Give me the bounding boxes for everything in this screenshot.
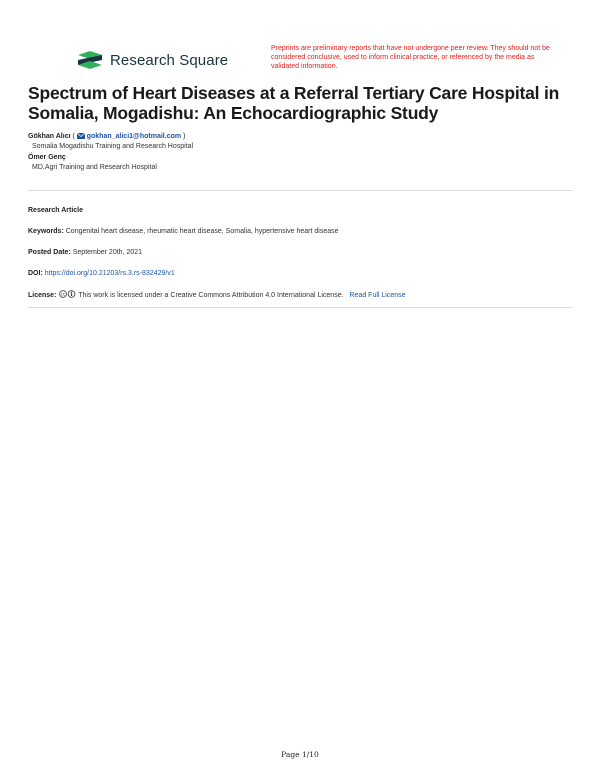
divider — [28, 307, 573, 308]
posted-label: Posted Date: — [28, 249, 71, 256]
posted-date-row — [28, 248, 573, 257]
article-type: Research Article — [28, 207, 83, 214]
page-number: Page 1/10 — [281, 750, 319, 759]
doi-label: DOI: — [28, 270, 43, 277]
research-square-logo[interactable] — [77, 50, 228, 70]
author-affiliation: Somalia Mogadishu Training and Research Hospital — [32, 142, 194, 150]
divider — [28, 190, 573, 191]
author-name: Ömer Genç — [28, 154, 66, 161]
posted-date-value: September 20th, 2021 — [72, 249, 143, 256]
author-entry — [28, 153, 573, 163]
author-entry: Gökhan Alıcı ( gokhan_alici1@hotmail.com ) — [28, 133, 186, 140]
keywords-row — [28, 227, 573, 236]
license-row — [28, 290, 573, 300]
keywords-label: Keywords: — [28, 228, 64, 235]
license-label: License: — [28, 292, 57, 299]
author-name: Gökhan Alıcı — [28, 133, 71, 140]
read-full-license-link[interactable]: Read Full License — [349, 292, 406, 299]
paper-title: Spectrum of Heart Diseases at a Referral Tertiary Care Hospital in Somalia, Mogadishu: An Echocardiographic Study — [28, 83, 560, 123]
author-email-link[interactable]: gokhan_alici1@hotmail.com — [86, 133, 182, 140]
creative-commons-icon — [59, 290, 76, 298]
doi-row — [28, 269, 573, 278]
research-square-logo-icon — [77, 50, 103, 70]
doi-link[interactable]: https://doi.org/10.21203/rs.3.rs-832429/v1 — [44, 270, 175, 277]
preprint-notice: Preprints are preliminary reports that have not undergone peer review. They should not be considered conclusive, used to inform clinical practice, or referenced by the media as validated information. — [271, 45, 550, 70]
logo-text: Research Square — [110, 51, 229, 69]
author-affiliation: MD,Agri Training and Research Hospital — [32, 163, 157, 171]
mail-icon — [77, 133, 85, 139]
license-text: This work is licensed under a Creative Commons Attribution 4.0 International License. — [78, 292, 344, 299]
svg-text:cc: cc — [61, 291, 66, 297]
keywords-value: Congenital heart disease, rheumatic heart disease, Somalia, hypertensive heart disease — [65, 228, 339, 235]
author-list — [28, 132, 573, 174]
